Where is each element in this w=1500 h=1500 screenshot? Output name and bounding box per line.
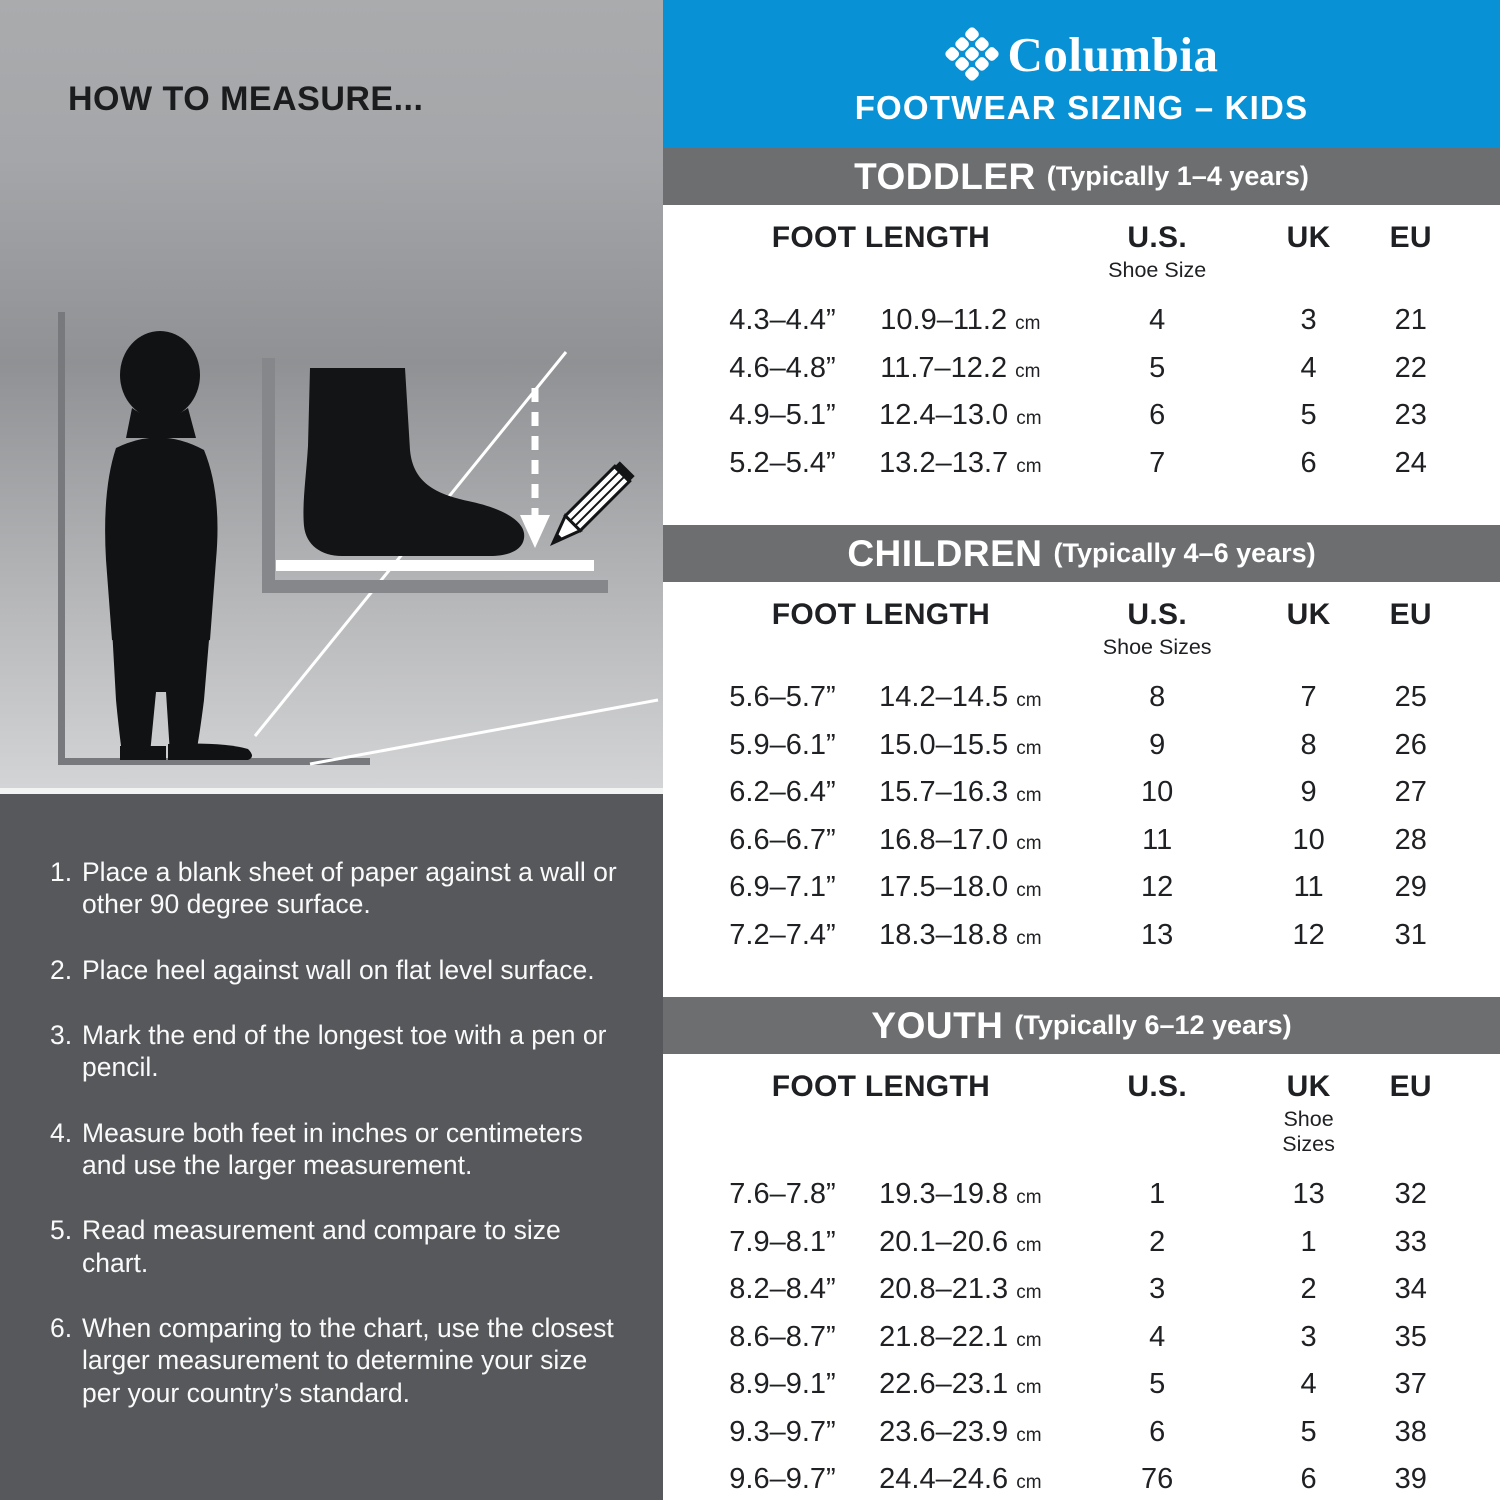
wall-line bbox=[58, 312, 65, 765]
uk-size: 12 bbox=[1292, 918, 1325, 951]
column-header-eu: EU bbox=[1389, 1070, 1432, 1103]
table-row bbox=[703, 674, 1460, 722]
column-header-uk: UK bbox=[1286, 221, 1331, 254]
column-header-us: U.S. bbox=[1127, 1070, 1187, 1103]
measure-steps-list bbox=[50, 856, 633, 1409]
step-text: Read measurement and compare to size chart. bbox=[82, 1215, 561, 1278]
eu-size: 28 bbox=[1394, 823, 1427, 856]
uk-size: 10 bbox=[1292, 823, 1325, 856]
columbia-diamond-logo-icon bbox=[945, 27, 999, 81]
foot-length-inches: 5.2–5.4” bbox=[729, 446, 836, 479]
us-size: 13 bbox=[1141, 918, 1174, 951]
brand-header bbox=[663, 0, 1500, 148]
foot-length-cm: 11.7–12.2 cm bbox=[880, 351, 1041, 384]
platform-floor-line bbox=[262, 580, 608, 593]
eu-size: 39 bbox=[1394, 1463, 1427, 1496]
measure-step bbox=[50, 856, 633, 921]
table-row bbox=[703, 345, 1460, 393]
us-label: U.S. bbox=[1127, 221, 1187, 254]
column-header-eu: EU bbox=[1389, 598, 1432, 631]
step-number: 5. bbox=[50, 1215, 73, 1246]
uk-size: 11 bbox=[1293, 871, 1324, 904]
step-text: When comparing to the chart, use the closest larger measurement to determine your size per your country’s standard. bbox=[82, 1312, 614, 1408]
foot-length-cm: 15.7–16.3 cm bbox=[879, 776, 1042, 809]
measure-step bbox=[50, 1019, 633, 1084]
toddler-section bbox=[663, 148, 1500, 525]
eu-size: 31 bbox=[1394, 918, 1427, 951]
us-size: 10 bbox=[1141, 776, 1174, 809]
us-size: 4 bbox=[1149, 1320, 1166, 1353]
youth-table bbox=[663, 1157, 1500, 1500]
us-size: 3 bbox=[1149, 1273, 1166, 1306]
foot-length-cm: 20.1–20.6 cm bbox=[879, 1225, 1042, 1258]
foot-length-inches: 9.3–9.7” bbox=[729, 1415, 836, 1448]
step-text: Measure both feet in inches or centimeters and use the larger measurement. bbox=[82, 1117, 583, 1180]
foot-silhouette-icon bbox=[303, 368, 524, 556]
foot-length-inches: 5.9–6.1” bbox=[729, 728, 836, 761]
paper-sheet bbox=[276, 560, 594, 571]
foot-length-inches: 5.6–5.7” bbox=[729, 681, 836, 714]
us-size: 76 bbox=[1141, 1463, 1174, 1496]
table-row bbox=[703, 817, 1460, 865]
foot-length-cm: 21.8–22.1 cm bbox=[879, 1320, 1042, 1353]
cm-unit-label: cm bbox=[1016, 1329, 1042, 1351]
foot-length-cm: 16.8–17.0 cm bbox=[879, 823, 1042, 856]
uk-size: 5 bbox=[1300, 399, 1317, 432]
foot-length-cm: 20.8–21.3 cm bbox=[879, 1273, 1042, 1306]
step-number: 6. bbox=[50, 1312, 73, 1343]
step-number: 1. bbox=[50, 857, 73, 887]
eu-size: 33 bbox=[1394, 1225, 1427, 1258]
us-size: 8 bbox=[1149, 681, 1166, 714]
us-size: 2 bbox=[1149, 1225, 1166, 1258]
column-header-us bbox=[1059, 598, 1256, 660]
eu-size: 27 bbox=[1394, 776, 1427, 809]
youth-section bbox=[663, 997, 1500, 1500]
us-size: 12 bbox=[1141, 871, 1174, 904]
cm-unit-label: cm bbox=[1016, 1282, 1042, 1304]
foot-length-cm: 17.5–18.0 cm bbox=[879, 871, 1042, 904]
table-row bbox=[703, 1171, 1460, 1219]
section-age-note: (Typically 4–6 years) bbox=[1053, 538, 1316, 568]
us-size: 1 bbox=[1149, 1178, 1166, 1211]
platform-wall-line bbox=[262, 358, 275, 591]
cm-unit-label: cm bbox=[1015, 313, 1041, 335]
uk-size: 5 bbox=[1300, 1415, 1317, 1448]
measure-step bbox=[50, 1117, 633, 1182]
eu-size: 37 bbox=[1394, 1368, 1427, 1401]
foot-length-cm: 14.2–14.5 cm bbox=[879, 681, 1042, 714]
table-row bbox=[703, 1456, 1460, 1500]
foot-length-inches: 6.6–6.7” bbox=[729, 823, 836, 856]
column-header-foot-length: FOOT LENGTH bbox=[771, 598, 991, 631]
cm-unit-label: cm bbox=[1016, 785, 1042, 807]
column-header-us bbox=[1059, 221, 1256, 283]
uk-size: 1 bbox=[1300, 1225, 1317, 1258]
eu-size: 22 bbox=[1394, 351, 1427, 384]
uk-size: 8 bbox=[1300, 728, 1317, 761]
table-row bbox=[703, 864, 1460, 912]
foot-length-inches: 7.2–7.4” bbox=[729, 918, 836, 951]
foot-length-cm: 24.4–24.6 cm bbox=[879, 1463, 1042, 1496]
table-row bbox=[703, 1266, 1460, 1314]
measure-panel bbox=[0, 0, 663, 1500]
uk-size: 9 bbox=[1300, 776, 1317, 809]
brand-name: Columbia bbox=[1007, 26, 1219, 82]
toddler-table bbox=[663, 283, 1500, 525]
cm-unit-label: cm bbox=[1016, 1234, 1042, 1256]
column-header-foot-length: FOOT LENGTH bbox=[771, 1070, 991, 1103]
table-row bbox=[703, 392, 1460, 440]
foot-length-inches: 4.9–5.1” bbox=[729, 399, 836, 432]
table-header bbox=[663, 205, 1500, 283]
section-header-children bbox=[663, 525, 1500, 582]
uk-size: 3 bbox=[1300, 1320, 1317, 1353]
eu-size: 24 bbox=[1394, 446, 1427, 479]
table-header bbox=[663, 1054, 1500, 1157]
foot-length-cm: 22.6–23.1 cm bbox=[879, 1368, 1042, 1401]
foot-length-inches: 8.9–9.1” bbox=[729, 1368, 836, 1401]
step-text: Mark the end of the longest toe with a pen or pencil. bbox=[82, 1019, 607, 1083]
table-row bbox=[703, 1409, 1460, 1457]
table-header bbox=[663, 582, 1500, 660]
foot-length-inches: 8.2–8.4” bbox=[729, 1273, 836, 1306]
person-silhouette-icon bbox=[105, 331, 252, 760]
foot-length-inches: 7.6–7.8” bbox=[729, 1178, 836, 1211]
instructions-panel bbox=[0, 794, 663, 1500]
foot-length-cm: 18.3–18.8 cm bbox=[879, 918, 1042, 951]
children-section bbox=[663, 525, 1500, 997]
table-row bbox=[703, 722, 1460, 770]
step-number: 4. bbox=[50, 1117, 73, 1148]
shoe-size-note: Shoe Size bbox=[1108, 258, 1207, 282]
column-header-uk bbox=[1256, 1070, 1362, 1157]
brand-logo bbox=[945, 26, 1219, 83]
column-header-uk: UK bbox=[1286, 598, 1331, 631]
measure-title: HOW TO MEASURE... bbox=[68, 80, 424, 118]
us-size: 4 bbox=[1149, 304, 1166, 337]
cm-unit-label: cm bbox=[1016, 880, 1042, 902]
uk-size: 13 bbox=[1292, 1178, 1325, 1211]
us-size: 6 bbox=[1149, 1415, 1166, 1448]
column-header-eu: EU bbox=[1389, 221, 1432, 254]
section-age-note: (Typically 1–4 years) bbox=[1046, 161, 1309, 191]
table-row bbox=[703, 440, 1460, 488]
uk-size: 4 bbox=[1300, 1368, 1317, 1401]
eu-size: 23 bbox=[1394, 399, 1427, 432]
uk-size: 7 bbox=[1300, 681, 1317, 714]
uk-size: 6 bbox=[1300, 1463, 1317, 1496]
eu-size: 32 bbox=[1394, 1178, 1427, 1211]
us-size: 7 bbox=[1149, 446, 1166, 479]
cm-unit-label: cm bbox=[1016, 1187, 1042, 1209]
measure-illustration bbox=[0, 0, 663, 788]
measure-step bbox=[50, 1312, 633, 1409]
us-size: 5 bbox=[1149, 1368, 1166, 1401]
cm-unit-label: cm bbox=[1016, 1424, 1042, 1446]
table-row bbox=[703, 297, 1460, 345]
cm-unit-label: cm bbox=[1016, 737, 1042, 759]
cm-unit-label: cm bbox=[1016, 927, 1042, 949]
table-row bbox=[703, 1361, 1460, 1409]
section-header-youth bbox=[663, 997, 1500, 1054]
foot-length-cm: 23.6–23.9 cm bbox=[879, 1415, 1042, 1448]
foot-length-inches: 8.6–8.7” bbox=[729, 1320, 836, 1353]
uk-size: 2 bbox=[1300, 1273, 1317, 1306]
section-age-note: (Typically 6–12 years) bbox=[1014, 1010, 1292, 1040]
us-size: 6 bbox=[1149, 399, 1166, 432]
step-number: 3. bbox=[50, 1019, 73, 1050]
us-label: U.S. bbox=[1127, 598, 1187, 631]
foot-length-cm: 10.9–11.2 cm bbox=[880, 304, 1041, 337]
eu-size: 35 bbox=[1394, 1320, 1427, 1353]
foot-length-inches: 4.6–4.8” bbox=[729, 351, 836, 384]
table-row bbox=[703, 1219, 1460, 1267]
table-row bbox=[703, 1314, 1460, 1362]
cm-unit-label: cm bbox=[1016, 1377, 1042, 1399]
foot-length-cm: 15.0–15.5 cm bbox=[879, 728, 1042, 761]
section-header-toddler bbox=[663, 148, 1500, 205]
foot-length-inches: 9.6–9.7” bbox=[729, 1463, 836, 1496]
pencil-icon bbox=[546, 461, 635, 550]
column-header-foot-length: FOOT LENGTH bbox=[771, 221, 991, 254]
foot-length-inches: 6.2–6.4” bbox=[729, 776, 836, 809]
section-name: YOUTH bbox=[871, 1004, 1004, 1046]
uk-size: 3 bbox=[1300, 304, 1317, 337]
eu-size: 26 bbox=[1394, 728, 1427, 761]
step-text: Place heel against wall on flat level surface. bbox=[82, 954, 595, 985]
cm-unit-label: cm bbox=[1016, 690, 1042, 712]
foot-length-cm: 12.4–13.0 cm bbox=[879, 399, 1042, 432]
children-table bbox=[663, 660, 1500, 997]
sizing-panel bbox=[663, 0, 1500, 1500]
measure-step bbox=[50, 1214, 633, 1279]
foot-length-cm: 13.2–13.7 cm bbox=[879, 446, 1042, 479]
down-arrow-dashed-icon bbox=[520, 388, 550, 548]
eu-size: 25 bbox=[1394, 681, 1427, 714]
eu-size: 38 bbox=[1394, 1415, 1427, 1448]
eu-size: 34 bbox=[1394, 1273, 1427, 1306]
eu-size: 29 bbox=[1394, 871, 1427, 904]
us-size: 11 bbox=[1142, 823, 1173, 856]
cm-unit-label: cm bbox=[1015, 360, 1041, 382]
cm-unit-label: cm bbox=[1016, 832, 1042, 854]
uk-size: 4 bbox=[1300, 351, 1317, 384]
table-row bbox=[703, 769, 1460, 817]
us-size: 5 bbox=[1149, 351, 1166, 384]
eu-size: 21 bbox=[1394, 304, 1427, 337]
cm-unit-label: cm bbox=[1016, 455, 1042, 477]
foot-length-inches: 7.9–8.1” bbox=[729, 1225, 836, 1258]
foot-length-cm: 19.3–19.8 cm bbox=[879, 1178, 1042, 1211]
uk-size: 6 bbox=[1300, 446, 1317, 479]
shoe-size-note: Shoe Sizes bbox=[1282, 1107, 1335, 1156]
step-number: 2. bbox=[50, 954, 73, 985]
cm-unit-label: cm bbox=[1016, 408, 1042, 430]
us-size: 9 bbox=[1149, 728, 1166, 761]
foot-length-inches: 6.9–7.1” bbox=[729, 871, 836, 904]
foot-length-inches: 4.3–4.4” bbox=[729, 304, 836, 337]
table-row bbox=[703, 912, 1460, 960]
section-name: TODDLER bbox=[854, 155, 1036, 197]
cm-unit-label: cm bbox=[1016, 1472, 1042, 1494]
step-text: Place a blank sheet of paper against a wall or other 90 degree surface. bbox=[82, 857, 617, 920]
section-name: CHILDREN bbox=[847, 532, 1043, 574]
measure-step bbox=[50, 954, 633, 986]
callout-line-lower bbox=[310, 700, 658, 764]
uk-label: UK bbox=[1286, 1070, 1331, 1103]
page-title: FOOTWEAR SIZING – KIDS bbox=[854, 88, 1309, 126]
shoe-size-note: Shoe Sizes bbox=[1102, 635, 1212, 659]
